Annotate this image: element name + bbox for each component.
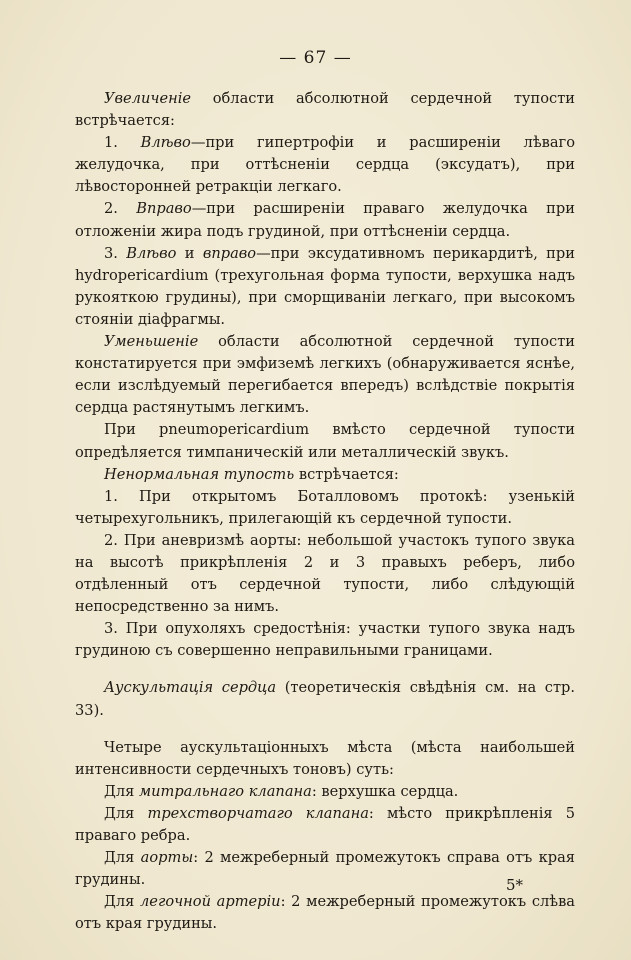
text-run: —при эксудативномъ перикардитѣ, при hydrорericardium (трехугольная форма тупости, верхушка надъ рукояткою грудины), при сморщиваніи легкаго, при высокомъ стояніи діафрагмы.: [75, 244, 575, 328]
text-run: области абсолютной сердечной тупости встрѣчается:: [75, 90, 575, 130]
paragraph: [75, 847, 575, 891]
text-run: : 2 межреберный промежутокъ справа отъ края грудины.: [75, 849, 575, 889]
paragraph: [75, 530, 575, 618]
text-run: Для: [104, 849, 141, 867]
italic-term: Ненормальная тупость: [104, 465, 295, 483]
text-run: 2. При аневризмѣ аорты: небольшой участокъ тупого звука на высотѣ прикрѣпленія 2 и 3 правыхъ реберъ, либо отдѣленный отъ сердечной тупости, либо слѣдующій непосредственно за нимъ.: [75, 531, 575, 616]
paragraph: [75, 803, 575, 847]
paragraph: [75, 891, 575, 935]
italic-term: Влѣво: [126, 244, 177, 262]
text-run: 2.: [104, 200, 137, 218]
paragraph: [75, 243, 575, 331]
italic-term: трехстворчатаго клапана: [147, 804, 369, 822]
text-run: Для: [104, 782, 139, 800]
text-run: Четыре аускультаціонныхъ мѣста (мѣста наибольшей интенсивности сердечныхъ тоновъ) суть:: [75, 738, 575, 778]
paragraph: [75, 88, 575, 132]
paragraph: [75, 198, 575, 242]
text-run: : мѣсто прикрѣпленія 5 праваго ребра.: [75, 804, 575, 844]
paragraph: [75, 419, 575, 463]
text-run: Для: [104, 893, 141, 911]
italic-term: Уменьшеніе: [104, 333, 199, 351]
paragraph: [75, 618, 575, 662]
text-run: —при расширеніи праваго желудочка при отложеніи жира подъ грудиной, при оттѣсненіи сердца.: [75, 200, 575, 240]
paragraph: [75, 677, 575, 721]
text-run: (теоретическія свѣдѣнія см. на стр. 33).: [75, 679, 575, 719]
paragraph: [75, 132, 575, 198]
text-run: —при гипертрофіи и расширеніи лѣваго желудочка, при оттѣсненіи сердца (эксудатъ), при лѣвосторонней ретракціи легкаго.: [75, 134, 575, 196]
paragraph: [75, 781, 575, 803]
paragraph: [75, 331, 575, 419]
paragraph: [75, 737, 575, 781]
text-run: и: [176, 244, 203, 262]
italic-term: Увеличеніе: [104, 90, 191, 107]
italic-term: легочной артеріи: [140, 893, 281, 911]
paragraph: [75, 464, 575, 486]
text-run: 3. При опухоляхъ средостѣнія: участки тупого звука надъ грудиною съ совершенно неправильными границами.: [75, 620, 575, 660]
text-run: встрѣчается:: [294, 465, 399, 483]
italic-term: аорты: [140, 849, 194, 867]
text-run: При pneumopericardium вмѣсто сердечной тупости опредѣляется тимпаническій или металлическій звукъ.: [75, 421, 575, 461]
text-run: : 2 межреберный промежутокъ слѣва отъ края грудины.: [75, 893, 575, 933]
paragraph: [75, 486, 575, 530]
italic-term: вправо: [202, 244, 257, 262]
text-run: 1.: [104, 134, 141, 152]
italic-term: Вправо: [136, 200, 192, 218]
text-run: области абсолютной сердечной тупости констатируется при эмфиземѣ легкихъ (обнаруживается яснѣе, если изслѣдуемый перегибается впередъ) вслѣдствіе покрытія сердца растянутымъ легкимъ.: [75, 333, 575, 417]
text-run: 1. При открытомъ Боталловомъ протокѣ: узенькій четырехугольникъ, прилегающій къ сердечной тупости.: [75, 487, 575, 527]
page-number: — 67 —: [279, 48, 352, 68]
italic-term: Влѣво: [140, 134, 191, 152]
text-run: : верхушка сердца.: [311, 782, 459, 800]
body-text: [75, 88, 575, 935]
text-run: Для: [104, 804, 148, 822]
italic-term: митральнаго клапана: [138, 782, 312, 800]
italic-term: Аускультація сердца: [104, 679, 277, 697]
text-run: 3.: [104, 244, 127, 262]
signature-mark: 5*: [506, 876, 524, 894]
